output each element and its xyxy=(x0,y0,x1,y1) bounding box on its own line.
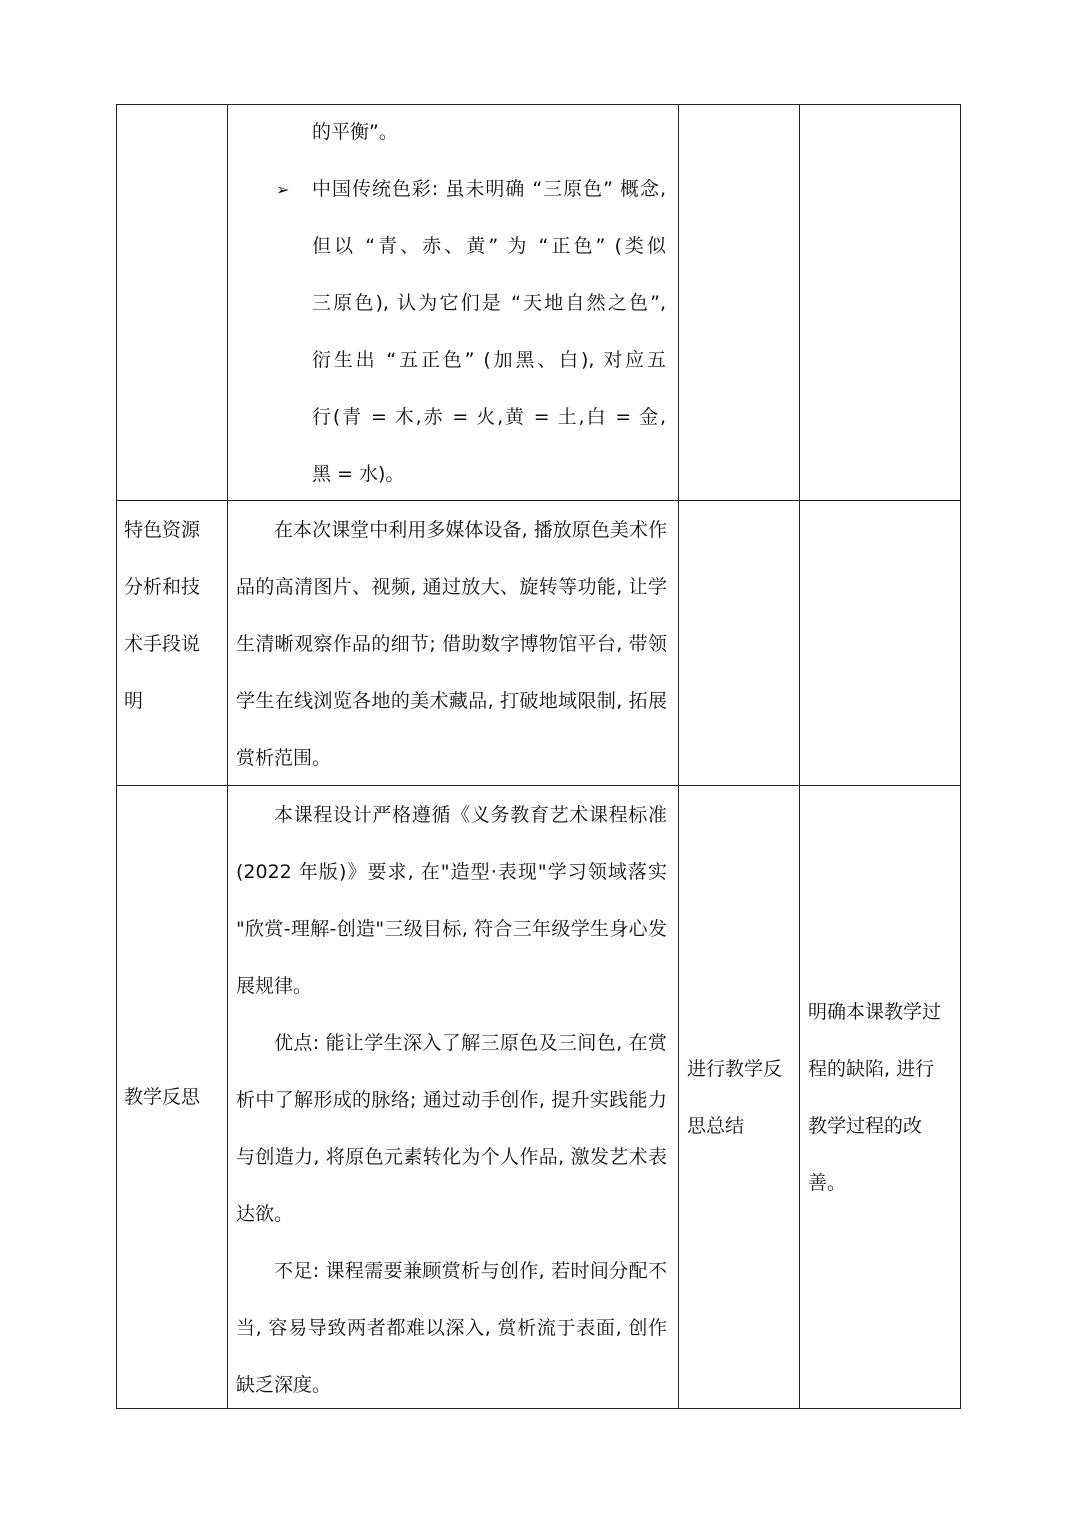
label-line: 术手段说 xyxy=(124,633,201,655)
row3-col3-text xyxy=(687,1041,782,1155)
text-line: 三原色), 认为它们是 “天地自然之色”, xyxy=(312,292,666,314)
text-line: 学生在线浏览各地的美术藏品, 打破地域限制, 拓展 xyxy=(236,690,667,712)
text-line: 进行教学反 xyxy=(687,1058,783,1080)
row1-bullet-paragraph xyxy=(312,161,666,503)
column-divider-1 xyxy=(227,104,228,1409)
row2-label xyxy=(124,502,200,730)
text-line: 但以 “青、赤、黄” 为 “正色” (类似 xyxy=(312,235,666,257)
table-top-border xyxy=(116,104,961,105)
text-line: 当, 容易导致两者都难以深入, 赏析流于表面, 创作 xyxy=(236,1317,667,1339)
row3-content xyxy=(236,787,667,1414)
text-line: 程的缺陷, 进行 xyxy=(808,1058,935,1080)
text-line: 思总结 xyxy=(687,1115,745,1137)
label-line: 明 xyxy=(124,690,144,712)
text-line: 善。 xyxy=(808,1172,847,1194)
text-line: 黑 = 水)。 xyxy=(312,463,405,485)
text-line: 教学过程的改 xyxy=(808,1115,923,1137)
text-line: 明确本课教学过 xyxy=(808,1001,942,1023)
row3-col4-text xyxy=(808,984,941,1212)
label-line: 分析和技 xyxy=(124,576,201,598)
column-divider-3 xyxy=(799,104,800,1409)
text-line: (2022 年版)》要求, 在"造型·表现"学习领域落实 xyxy=(236,861,667,883)
text-line: 与创造力, 将原色元素转化为个人作品, 激发艺术表 xyxy=(236,1146,667,1168)
text-line: 行(青 = 木,赤 = 火,黄 = 土,白 = 金, xyxy=(312,406,666,428)
column-divider-2 xyxy=(678,104,679,1409)
text-line: "欣赏-理解-创造"三级目标, 符合三年级学生身心发 xyxy=(236,918,667,940)
text-line: 达欲。 xyxy=(236,1203,294,1225)
table-left-border xyxy=(116,104,117,1409)
label-line: 特色资源 xyxy=(124,519,201,541)
text-line: 生清晰观察作品的细节; 借助数字博物馆平台, 带领 xyxy=(236,633,667,655)
row2-content xyxy=(236,502,667,787)
text-line: 品的高清图片、视频, 通过放大、旋转等功能, 让学 xyxy=(236,576,667,598)
table-right-border xyxy=(960,104,961,1409)
row3-label: 教学反思 xyxy=(124,1086,201,1108)
text-line: 优点: 能让学生深入了解三原色及三间色, 在赏 xyxy=(274,1032,667,1054)
text-line: 不足: 课程需要兼顾赏析与创作, 若时间分配不 xyxy=(274,1260,667,1282)
text-line: 在本次课堂中利用多媒体设备, 播放原色美术作 xyxy=(274,519,667,541)
row1-continuation-text: 的平衡”。 xyxy=(312,121,398,143)
text-line: 赏析范围。 xyxy=(236,747,332,769)
text-line: 中国传统色彩: 虽未明确 “三原色” 概念, xyxy=(312,178,666,200)
text-line: 本课程设计严格遵循《义务教育艺术课程标准 xyxy=(274,804,667,826)
bullet-arrow-icon: ➢ xyxy=(276,180,290,199)
text-line: 衍生出 “五正色” (加黑、白), 对应五 xyxy=(312,349,666,371)
text-line: 展规律。 xyxy=(236,975,313,997)
text-line: 析中了解形成的脉络; 通过动手创作, 提升实践能力 xyxy=(236,1089,667,1111)
text-line: 缺乏深度。 xyxy=(236,1374,332,1396)
